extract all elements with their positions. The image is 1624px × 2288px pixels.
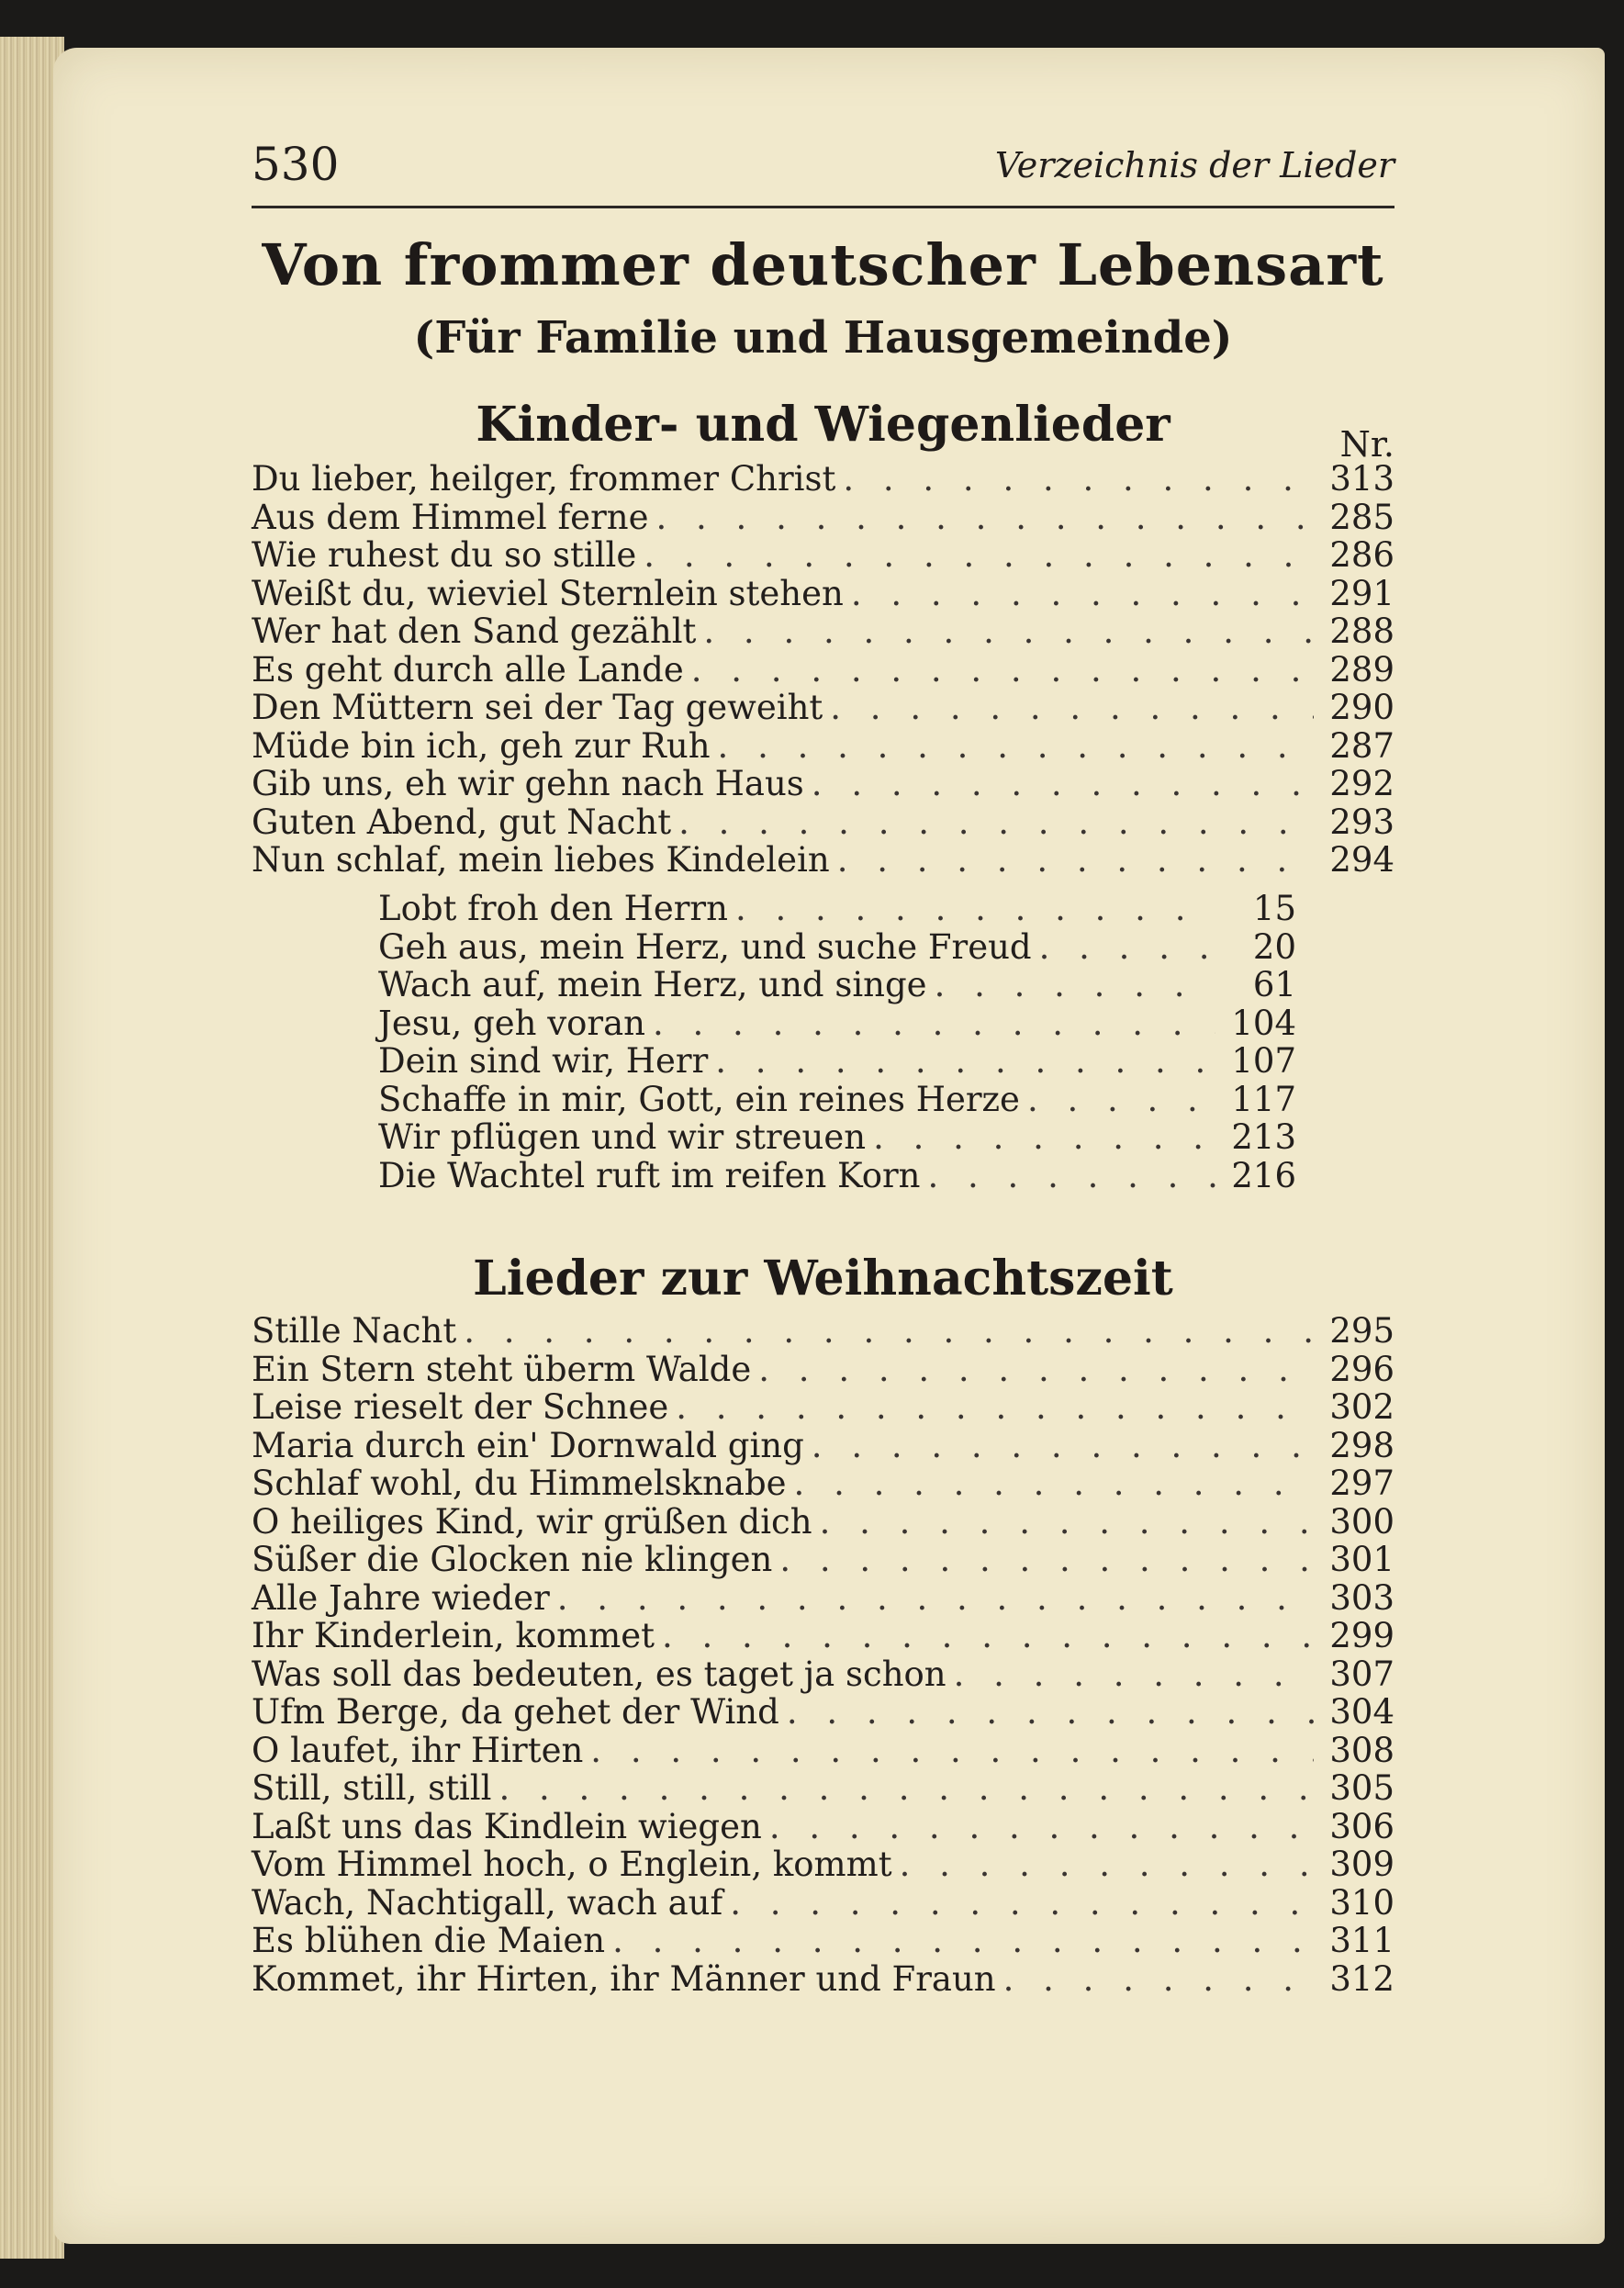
toc-entry [252,1731,1394,1769]
song-number: 213 [1231,1117,1296,1157]
song-number: 310 [1329,1882,1394,1923]
dot-leader [656,498,1315,537]
dot-leader [837,840,1314,880]
song-number: 308 [1329,1730,1394,1770]
song-title: Wer hat den Sand gezählt [252,611,697,651]
song-title: Still, still, still [252,1768,492,1808]
toc-entry [252,1959,1394,1998]
song-number: 289 [1329,649,1394,690]
toc-entry [252,1350,1394,1388]
song-title: Nun schlaf, mein liebes Kindelein [252,840,830,880]
toc-entry [378,1156,1296,1194]
dot-leader [928,1156,1215,1195]
song-title: O heiliges Kind, wir grüßen dich [252,1501,812,1542]
toc-entry [252,1616,1394,1654]
dot-leader [676,1387,1314,1427]
song-title: Jesu, geh voran [378,1003,645,1043]
song-title: Wach, Nachtigall, wach auf [252,1882,723,1923]
toc-entry [252,1768,1394,1807]
toc-entry [252,498,1394,536]
toc-entry [252,840,1394,879]
song-number: 300 [1329,1501,1394,1542]
dot-leader [590,1731,1314,1770]
dot-leader [730,1883,1314,1923]
section-heading-weihnacht: Lieder zur Weihnachtszeit [473,1251,1173,1307]
toc-entry [252,1311,1394,1350]
song-number: 287 [1329,725,1394,766]
song-number: 306 [1329,1806,1394,1846]
song-title: Vom Himmel hoch, o Englein, kommt [252,1845,892,1884]
song-title: Laßt uns das Kindlein wiegen [252,1806,762,1846]
toc-entry [252,688,1394,726]
song-title: Was soll das bedeuten, es taget ja schon [252,1654,946,1694]
dot-leader [820,1502,1314,1542]
song-number: 298 [1329,1425,1394,1465]
song-list-see-also [378,889,1296,1194]
toc-entry [252,1540,1394,1578]
song-title: Wach auf, mein Herz, und singe [378,965,927,1004]
song-title: Den Müttern sei der Tag geweiht [252,688,823,727]
dot-leader [812,764,1314,803]
toc-entry [252,611,1394,650]
song-title: O laufet, ihr Hirten [252,1730,584,1770]
song-number: 296 [1329,1349,1394,1389]
dot-leader [612,1921,1314,1960]
song-number: 286 [1329,535,1394,575]
song-number: 291 [1329,573,1394,613]
song-title: Die Wachtel ruft im reifen Korn [378,1155,921,1195]
song-title: Maria durch ein' Dornwald ging [252,1425,804,1465]
song-number: 297 [1329,1464,1394,1503]
dot-leader [557,1578,1314,1618]
toc-entry [252,1654,1394,1693]
toc-entry [252,1883,1394,1922]
song-number: 107 [1231,1041,1296,1081]
dot-leader [718,726,1314,766]
song-title: Wir pflügen und wir streuen [378,1117,867,1157]
dot-leader [703,611,1314,651]
song-number: 117 [1231,1079,1296,1119]
song-title: Stille Nacht [252,1311,457,1351]
song-title: Weißt du, wieviel Sternlein stehen [252,573,844,613]
dot-leader [1039,927,1215,967]
running-title: Verzeichnis der Lieder [994,145,1394,185]
page-number: 530 [252,138,340,191]
dot-leader [1003,1959,1314,1999]
song-title: Gib uns, eh wir gehn nach Haus [252,764,804,803]
song-title: Alle Jahre wieder [252,1577,550,1618]
toc-entry [252,459,1394,498]
toc-entry [252,726,1394,765]
dot-leader [954,1654,1314,1694]
dot-leader [830,688,1314,727]
song-title: Müde bin ich, geh zur Ruh [252,725,711,766]
song-title: Ein Stern steht überm Walde [252,1349,752,1389]
song-title: Ufm Berge, da gehet der Wind [252,1692,779,1732]
song-number: 307 [1329,1654,1394,1694]
dot-leader [787,1692,1314,1732]
song-title: Schlaf wohl, du Himmelsknabe [252,1464,787,1503]
song-title: Aus dem Himmel ferne [252,497,649,537]
song-number: 293 [1329,802,1394,842]
toc-entry [378,889,1296,927]
dot-leader [678,802,1314,842]
toc-entry [252,650,1394,689]
song-title: Wie ruhest du so stille [252,535,637,575]
song-number: 288 [1329,611,1394,651]
song-number: 295 [1329,1311,1394,1351]
dot-leader [794,1464,1314,1503]
toc-entry [252,1845,1394,1883]
dot-leader [498,1768,1314,1808]
song-title: Es geht durch alle Lande [252,649,684,690]
number-column-label: Nr. [1339,424,1394,465]
song-number: 302 [1329,1387,1394,1427]
dot-leader [735,889,1215,928]
section-heading-kinder: Kinder- und Wiegenlieder [476,397,1170,453]
song-title: Guten Abend, gut Nacht [252,802,672,842]
song-number: 299 [1329,1616,1394,1655]
toc-entry [378,927,1296,966]
dot-leader [812,1426,1314,1465]
page-header [252,138,1394,208]
song-number: 311 [1329,1921,1394,1960]
song-number: 304 [1329,1692,1394,1732]
dot-leader [715,1041,1215,1081]
dot-leader [464,1311,1314,1351]
song-list-kinder [252,459,1394,879]
toc-entry [252,764,1394,802]
song-number: 20 [1252,926,1296,967]
song-number: 292 [1329,764,1394,803]
toc-entry [252,1921,1394,1959]
song-title: Leise rieselt der Schnee [252,1387,669,1427]
toc-entry [252,1807,1394,1845]
toc-entry [378,1004,1296,1042]
song-list-weihnacht [252,1311,1394,1997]
toc-entry [378,1041,1296,1080]
song-title: Schaffe in mir, Gott, ein reines Herze [378,1079,1020,1119]
toc-entry [252,802,1394,841]
toc-entry [252,574,1394,612]
song-number: 104 [1231,1003,1296,1043]
song-number: 285 [1329,497,1394,537]
song-title: Lobt froh den Herrn [378,889,728,928]
song-number: 313 [1329,459,1394,499]
song-title: Ihr Kinderlein, kommet [252,1616,655,1655]
dot-leader [758,1350,1314,1389]
toc-entry [252,1426,1394,1464]
dot-leader [691,650,1314,690]
song-number: 61 [1252,965,1296,1004]
dot-leader [662,1616,1314,1655]
song-number: 309 [1329,1845,1394,1884]
song-title: Geh aus, mein Herz, und suche Freud [378,926,1032,967]
dot-leader [900,1845,1314,1884]
toc-entry [378,1117,1296,1156]
page-title: Von frommer deutscher Lebensart [262,231,1384,298]
song-title: Du lieber, heilger, frommer Christ [252,459,836,499]
toc-entry [378,1080,1296,1118]
dot-leader [779,1540,1314,1579]
toc-entry [252,1502,1394,1541]
toc-entry [378,965,1296,1004]
song-number: 303 [1329,1577,1394,1618]
song-number: 305 [1329,1768,1394,1808]
song-number: 216 [1231,1155,1296,1195]
dot-leader [644,535,1314,575]
dot-leader [843,459,1314,499]
song-number: 301 [1329,1540,1394,1579]
dot-leader [935,965,1215,1004]
page-subtitle: (Für Familie und Hausgemeinde) [413,312,1233,364]
dot-leader [873,1117,1215,1157]
song-title: Kommet, ihr Hirten, ihr Männer und Fraun [252,1958,996,1999]
dot-leader [769,1807,1314,1846]
toc-entry [252,1464,1394,1502]
song-number: 290 [1329,688,1394,727]
toc-entry [252,1387,1394,1426]
song-title: Süßer die Glocken nie klingen [252,1540,773,1579]
toc-entry [252,535,1394,574]
song-number: 312 [1329,1958,1394,1999]
song-number: 15 [1252,889,1296,928]
song-title: Dein sind wir, Herr [378,1041,709,1081]
dot-leader [851,574,1314,613]
song-title: Es blühen die Maien [252,1921,606,1960]
toc-entry [252,1578,1394,1617]
song-number: 294 [1329,840,1394,880]
toc-entry [252,1692,1394,1731]
dot-leader [653,1004,1215,1043]
dot-leader [1027,1080,1215,1119]
